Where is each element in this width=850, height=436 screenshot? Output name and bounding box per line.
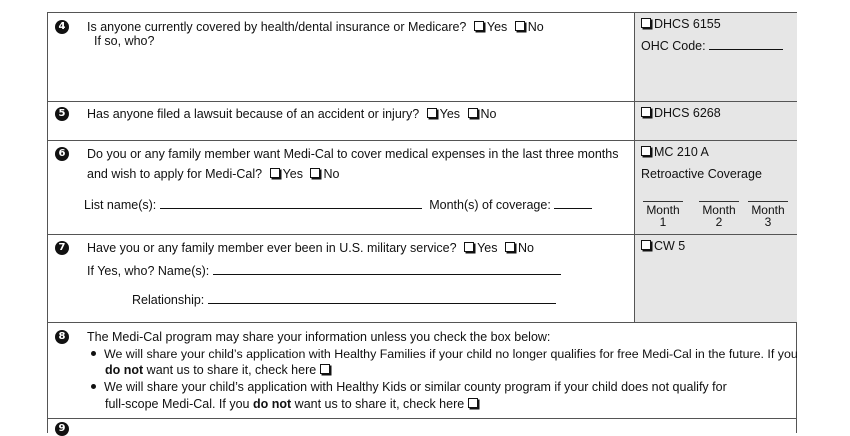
month-word: Month bbox=[702, 203, 736, 217]
q6-form-ref bbox=[641, 145, 709, 159]
medi-cal-form-section bbox=[47, 12, 797, 433]
question-number-badge: 6 bbox=[55, 147, 69, 161]
q8-bullet-2-text-3: want us to share it, check here bbox=[294, 397, 465, 411]
cw5-label: CW 5 bbox=[654, 239, 686, 253]
q6-no-checkbox[interactable] bbox=[310, 168, 320, 178]
question-7-text-line bbox=[87, 241, 534, 255]
q5-no-checkbox[interactable] bbox=[468, 108, 478, 118]
q7-no-checkbox[interactable] bbox=[505, 242, 515, 252]
q6-months-input[interactable] bbox=[554, 198, 592, 209]
month-number: 2 bbox=[715, 215, 723, 229]
q8-bullet-1-text: We will share your child’s application with Healthy Families if your child no longer qualifies for free Medi-Cal in the future. If you bbox=[104, 347, 798, 361]
q8-bullet-2-text-2: full-scope Medi-Cal. If you bbox=[105, 397, 250, 411]
question-number-badge: 7 bbox=[55, 241, 69, 255]
dhcs-6155-checkbox[interactable] bbox=[641, 18, 651, 28]
question-number-badge: 8 bbox=[55, 330, 69, 344]
q6-names-field bbox=[84, 198, 592, 212]
month-3-field[interactable] bbox=[748, 201, 788, 228]
question-4-office-box bbox=[634, 13, 797, 101]
q7-no-label: No bbox=[517, 241, 534, 255]
cw5-checkbox[interactable] bbox=[641, 240, 651, 250]
month-word: Month bbox=[646, 203, 680, 217]
month-number: 3 bbox=[764, 215, 772, 229]
month-word: Month bbox=[751, 203, 785, 217]
question-7-row bbox=[48, 235, 796, 323]
bullet-icon bbox=[91, 384, 96, 389]
question-5-office-box bbox=[634, 102, 797, 140]
question-6-text-line2 bbox=[87, 167, 339, 181]
q7-names-label: If Yes, who? Name(s): bbox=[87, 264, 210, 278]
q4-form-ref bbox=[641, 17, 721, 31]
dhcs-6155-label: DHCS 6155 bbox=[654, 17, 721, 31]
question-4-text: Is anyone currently covered by health/dental insurance or Medicare? bbox=[87, 20, 467, 34]
question-7-office-box bbox=[634, 235, 797, 322]
question-6-row bbox=[48, 141, 796, 235]
q8-bullet-2-line1 bbox=[91, 380, 727, 394]
q5-no-label: No bbox=[480, 107, 497, 121]
question-6-text: and wish to apply for Medi-Cal? bbox=[87, 167, 263, 181]
question-5-text: Has anyone filed a lawsuit because of an accident or injury? bbox=[87, 107, 420, 121]
q7-relationship-input[interactable] bbox=[208, 293, 556, 304]
q6-months-label: Month(s) of coverage: bbox=[429, 198, 551, 212]
q8-bullet-2-line2 bbox=[105, 397, 481, 411]
q6-names-input[interactable] bbox=[160, 198, 422, 209]
q4-followup: If so, who? bbox=[94, 34, 155, 48]
q4-no-checkbox[interactable] bbox=[515, 21, 525, 31]
q6-names-label: List name(s): bbox=[84, 198, 157, 212]
question-4-body bbox=[48, 13, 634, 101]
q4-no-label: No bbox=[527, 20, 544, 34]
question-5-row bbox=[48, 102, 796, 141]
question-number-badge: 5 bbox=[55, 107, 69, 121]
month-2-field[interactable] bbox=[699, 201, 739, 228]
bullet-icon bbox=[91, 351, 96, 356]
q8-bullet-1-text-2: want us to share it, check here bbox=[146, 363, 317, 377]
month-1-field[interactable] bbox=[643, 201, 683, 228]
q7-yes-checkbox[interactable] bbox=[464, 242, 474, 252]
q6-yes-checkbox[interactable] bbox=[270, 168, 280, 178]
q8-intro: The Medi-Cal program may share your information unless you check the box below: bbox=[87, 330, 551, 344]
q7-names-input[interactable] bbox=[213, 264, 561, 275]
dhcs-6268-label: DHCS 6268 bbox=[654, 106, 721, 120]
q7-form-ref bbox=[641, 239, 685, 253]
question-4-text-line bbox=[87, 20, 544, 34]
q5-form-ref bbox=[641, 106, 721, 120]
q7-relationship-label: Relationship: bbox=[132, 293, 205, 307]
question-6-text-line1: Do you or any family member want Medi-Cal to cover medical expenses in the last three months bbox=[87, 147, 619, 161]
q6-yes-label: Yes bbox=[282, 167, 303, 181]
q8-bullet-2-text: We will share your child’s application with Healthy Kids or similar county program if your child does not qualify for bbox=[104, 380, 727, 394]
ohc-code-input[interactable] bbox=[709, 39, 783, 50]
question-7-text: Have you or any family member ever been in U.S. military service? bbox=[87, 241, 457, 255]
q8-bullet-1-line1 bbox=[91, 347, 798, 361]
q7-names-field bbox=[87, 264, 561, 278]
healthy-kids-optout-checkbox[interactable] bbox=[468, 398, 478, 408]
q7-yes-label: Yes bbox=[477, 241, 498, 255]
q5-yes-checkbox[interactable] bbox=[427, 108, 437, 118]
question-8-row bbox=[48, 323, 796, 419]
mc-210a-checkbox[interactable] bbox=[641, 146, 651, 156]
question-9-badge: 9 bbox=[55, 422, 69, 436]
question-4-row bbox=[48, 13, 796, 102]
ohc-code-label: OHC Code: bbox=[641, 39, 706, 53]
ohc-code-field bbox=[641, 39, 783, 53]
question-5-body bbox=[48, 102, 634, 140]
healthy-families-optout-checkbox[interactable] bbox=[320, 364, 330, 374]
dhcs-6268-checkbox[interactable] bbox=[641, 107, 651, 117]
month-number: 1 bbox=[659, 215, 667, 229]
mc-210a-label: MC 210 A bbox=[654, 145, 709, 159]
q8-bullet-2-emphasis: do not bbox=[253, 397, 292, 411]
q4-yes-label: Yes bbox=[486, 20, 508, 34]
q8-bullet-1-line2 bbox=[105, 363, 333, 377]
q5-yes-label: Yes bbox=[439, 107, 461, 121]
question-6-body bbox=[48, 141, 634, 234]
q8-bullet-1-emphasis: do not bbox=[105, 363, 144, 377]
question-5-text-line bbox=[87, 107, 497, 121]
question-number-badge: 4 bbox=[55, 20, 69, 34]
q6-no-label: No bbox=[323, 167, 340, 181]
q4-yes-checkbox[interactable] bbox=[474, 21, 484, 31]
retroactive-coverage-label: Retroactive Coverage bbox=[641, 167, 762, 181]
question-6-office-box bbox=[634, 141, 797, 234]
q7-relationship-field bbox=[132, 293, 556, 307]
question-7-body bbox=[48, 235, 634, 322]
